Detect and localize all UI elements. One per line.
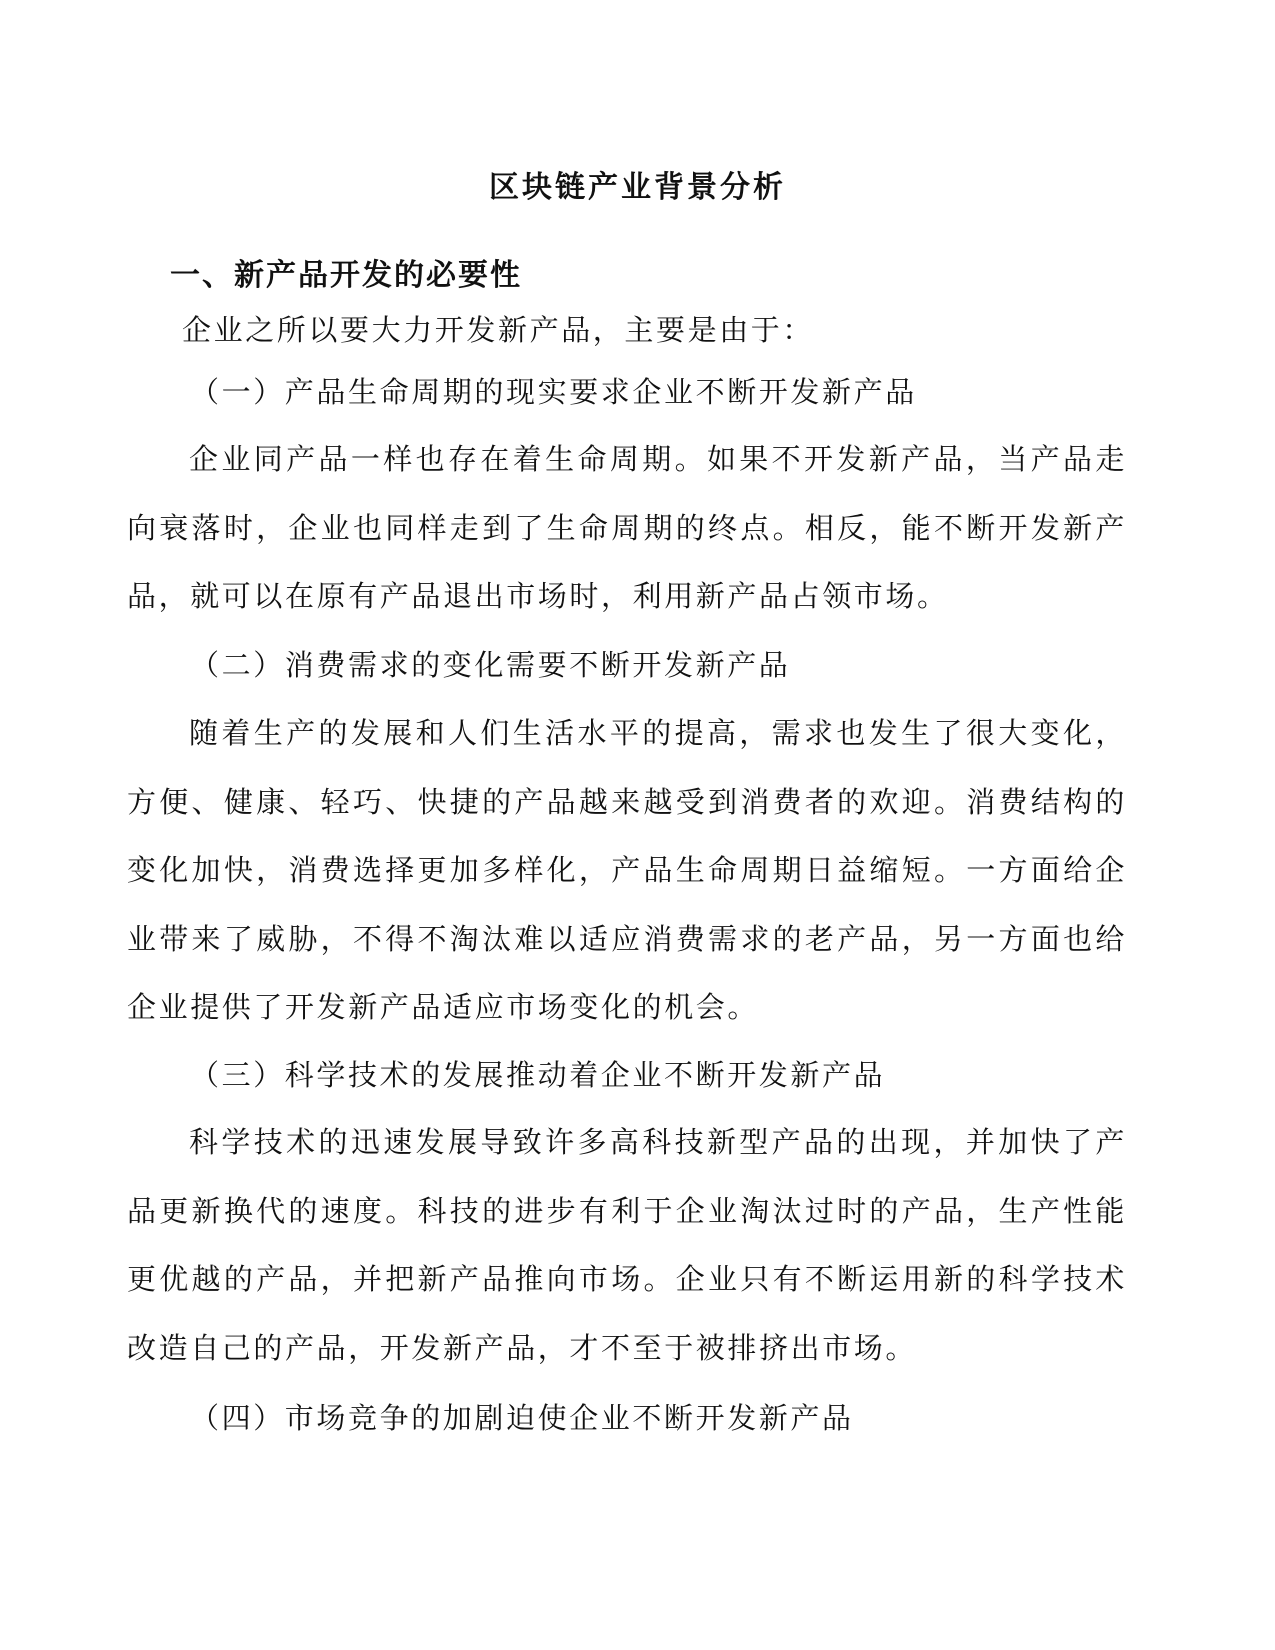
subsection-2-title: （二）消费需求的变化需要不断开发新产品 bbox=[190, 648, 791, 682]
section-heading: 一、新产品开发的必要性 bbox=[170, 258, 522, 293]
subsection-3-title: （三）科学技术的发展推动着企业不断开发新产品 bbox=[190, 1058, 886, 1092]
intro-paragraph: 企业之所以要大力开发新产品，主要是由于： bbox=[182, 313, 815, 347]
subsection-1-title: （一）产品生命周期的现实要求企业不断开发新产品 bbox=[190, 375, 917, 409]
subsection-3-body: 科学技术的迅速发展导致许多高科技新型产品的出现，并加快了产品更新换代的速度。科技的进步有利于企业淘汰过时的产品，生产性能更优越的产品，并把新产品推向市场。企业只有不断运用新的科学技术改造自己的产品，开发新产品，才不至于被排挤出市场。 bbox=[127, 1125, 1127, 1365]
subsection-1-body: 企业同产品一样也存在着生命周期。如果不开发新产品，当产品走向衰落时，企业也同样走到了生命周期的终点。相反，能不断开发新产品，就可以在原有产品退出市场时，利用新产品占领市场。 bbox=[127, 442, 1127, 613]
document-title: 区块链产业背景分析 bbox=[489, 170, 786, 205]
subsection-2-body: 随着生产的发展和人们生活水平的提高，需求也发生了很大变化，方便、健康、轻巧、快捷的产品越来越受到消费者的欢迎。消费结构的变化加快，消费选择更加多样化，产品生命周期日益缩短。一方面给企业带来了威胁，不得不淘汰难以适应消费需求的老产品，另一方面也给企业提供了开发新产品适应市场变化的机会。 bbox=[127, 716, 1127, 1024]
subsection-4-title: （四）市场竞争的加剧迫使企业不断开发新产品 bbox=[190, 1401, 854, 1435]
